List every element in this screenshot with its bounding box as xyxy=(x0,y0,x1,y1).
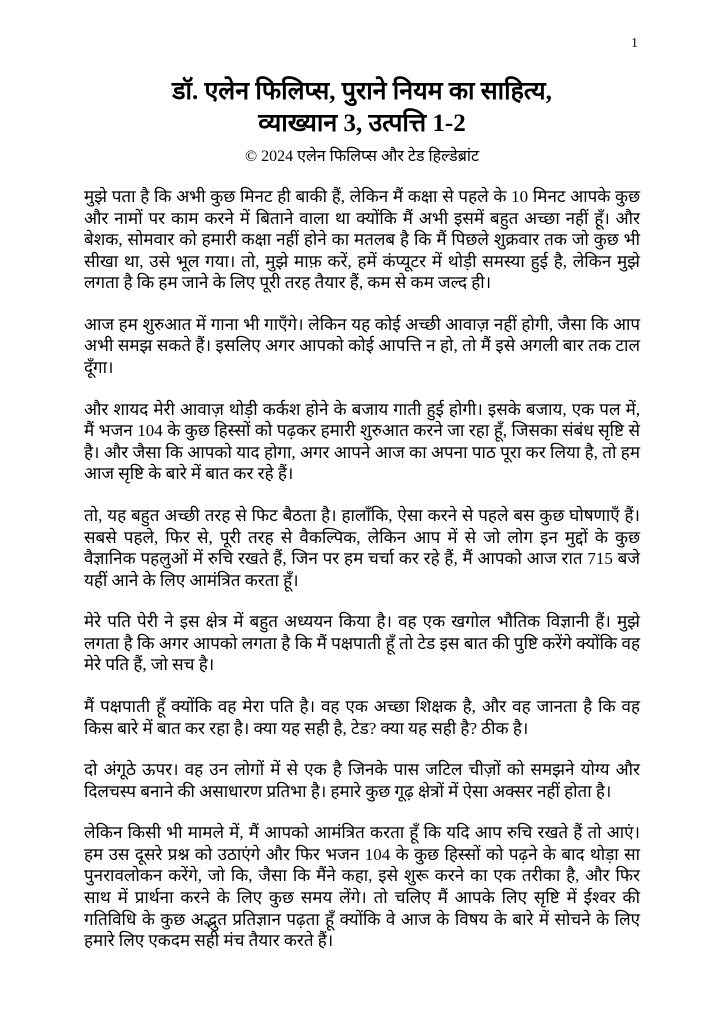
paragraph-4: तो, यह बहुत अच्छी तरह से फिट बैठता है। हालाँकि, ऐसा करने से पहले बस कुछ घोषणाएँ हैं। सबसे पहले, फिर से, पूरी तरह से वैकल्पिक, लेकिन आप में से जो लोग इन मुद्दों के कुछ वैज्ञानिक पहलुओं में रुचि रखते हैं, जिन पर हम चर्चा कर रहे हैं, मैं आपको आज रात 715 बजे यहीं आने के लिए आमंत्रित करता हूँ। xyxy=(84,505,640,590)
paragraph-5: मेरे पति पेरी ने इस क्षेत्र में बहुत अध्ययन किया है। वह एक खगोल भौतिक विज्ञानी हैं। मुझे लगता है कि अगर आपको लगता है कि मैं पक्षपाती हूँ तो टेड इस बात की पुष्टि करेंगे क्योंकि वह मेरे पति हैं, जो सच है। xyxy=(84,612,640,675)
paragraph-2: आज हम शुरुआत में गाना भी गाएँगे। लेकिन यह कोई अच्छी आवाज़ नहीं होगी, जैसा कि आप अभी समझ सकते हैं। इसलिए अगर आपको कोई आपत्ति न हो, तो मैं इसे अगली बार तक टाल दूँगा। xyxy=(84,314,640,378)
document-title xyxy=(84,76,640,140)
title-line-1: डॉ. एलेन फिलिप्स, पुराने नियम का साहित्य, xyxy=(172,78,552,105)
paragraph-1: मुझे पता है कि अभी कुछ मिनट ही बाकी हैं, लेकिन मैं कक्षा से पहले के 10 मिनट आपके कुछ और नामों पर काम करने में बिताने वाला था क्योंकि मैं अभी इसमें बहुत अच्छा नहीं हूँ। और बेशक, सोमवार को हमारी कक्षा नहीं होने का मतलब है कि मैं पिछले शुक्रवार तक जो कुछ भी सीखा था, उसे भूल गया। तो, मुझे माफ़ करें, हमें कंप्यूटर में थोड़ी समस्या हुई है, लेकिन मुझे लगता है कि हम जाने के लिए पूरी तरह तैयार हैं, कम से कम जल्द ही। xyxy=(84,187,640,293)
paragraph-8: लेकिन किसी भी मामले में, मैं आपको आमंत्रित करता हूँ कि यदि आप रुचि रखते हैं तो आएं। हम उस दूसरे प्रश्न को उठाएंगे और फिर भजन 104 के कुछ हिस्सों को पढ़ने के बाद थोड़ा सा पुनरावलोकन करेंगे, जो कि, जैसा कि मैंने कहा, इसे शुरू करने का एक तरीका है, और फिर साथ में प्रार्थना करने के लिए कुछ समय लेंगे। तो चलिए मैं आपके लिए सृष्टि में ईश्वर की गतिविधि के कुछ अद्भुत प्रतिज्ञान पढ़ता हूँ क्योंकि वे आज के विषय के बारे में सोचने के लिए हमारे लिए एकदम सही मंच तैयार करते हैं। xyxy=(84,823,640,951)
page-number: 1 xyxy=(631,36,638,51)
paragraph-6: मैं पक्षपाती हूँ क्योंकि वह मेरा पति है। वह एक अच्छा शिक्षक है, और वह जानता है कि वह किस बारे में बात कर रहा है। क्या यह सही है, टेड? क्या यह सही है? ठीक है। xyxy=(84,696,640,738)
copyright-line: © 2024 एलेन फिलिप्स और टेड हिल्डेब्रांट xyxy=(244,148,480,165)
title-line-2: व्याख्यान 3, उत्पत्ति 1-2 xyxy=(258,110,466,137)
paragraph-7: दो अंगूठे ऊपर। वह उन लोगों में से एक है जिनके पास जटिल चीज़ों को समझने योग्य और दिलचस्प बनाने की असाधारण प्रतिभा है। हमारे कुछ गूढ़ क्षेत्रों में ऐसा अक्सर नहीं होता है। xyxy=(84,760,640,801)
paragraph-3: और शायद मेरी आवाज़ थोड़ी कर्कश होने के बजाय गाती हुई होगी। इसके बजाय, एक पल में, मैं भजन 104 के कुछ हिस्सों को पढ़कर हमारी शुरुआत करने जा रहा हूँ, जिसका संबंध सृष्टि से है। और जैसा कि आपको याद होगा, अगर आपने आज का अपना पाठ पूरा कर लिया है, तो हम आज सृष्टि के बारे में बात कर रहे हैं। xyxy=(84,399,641,484)
